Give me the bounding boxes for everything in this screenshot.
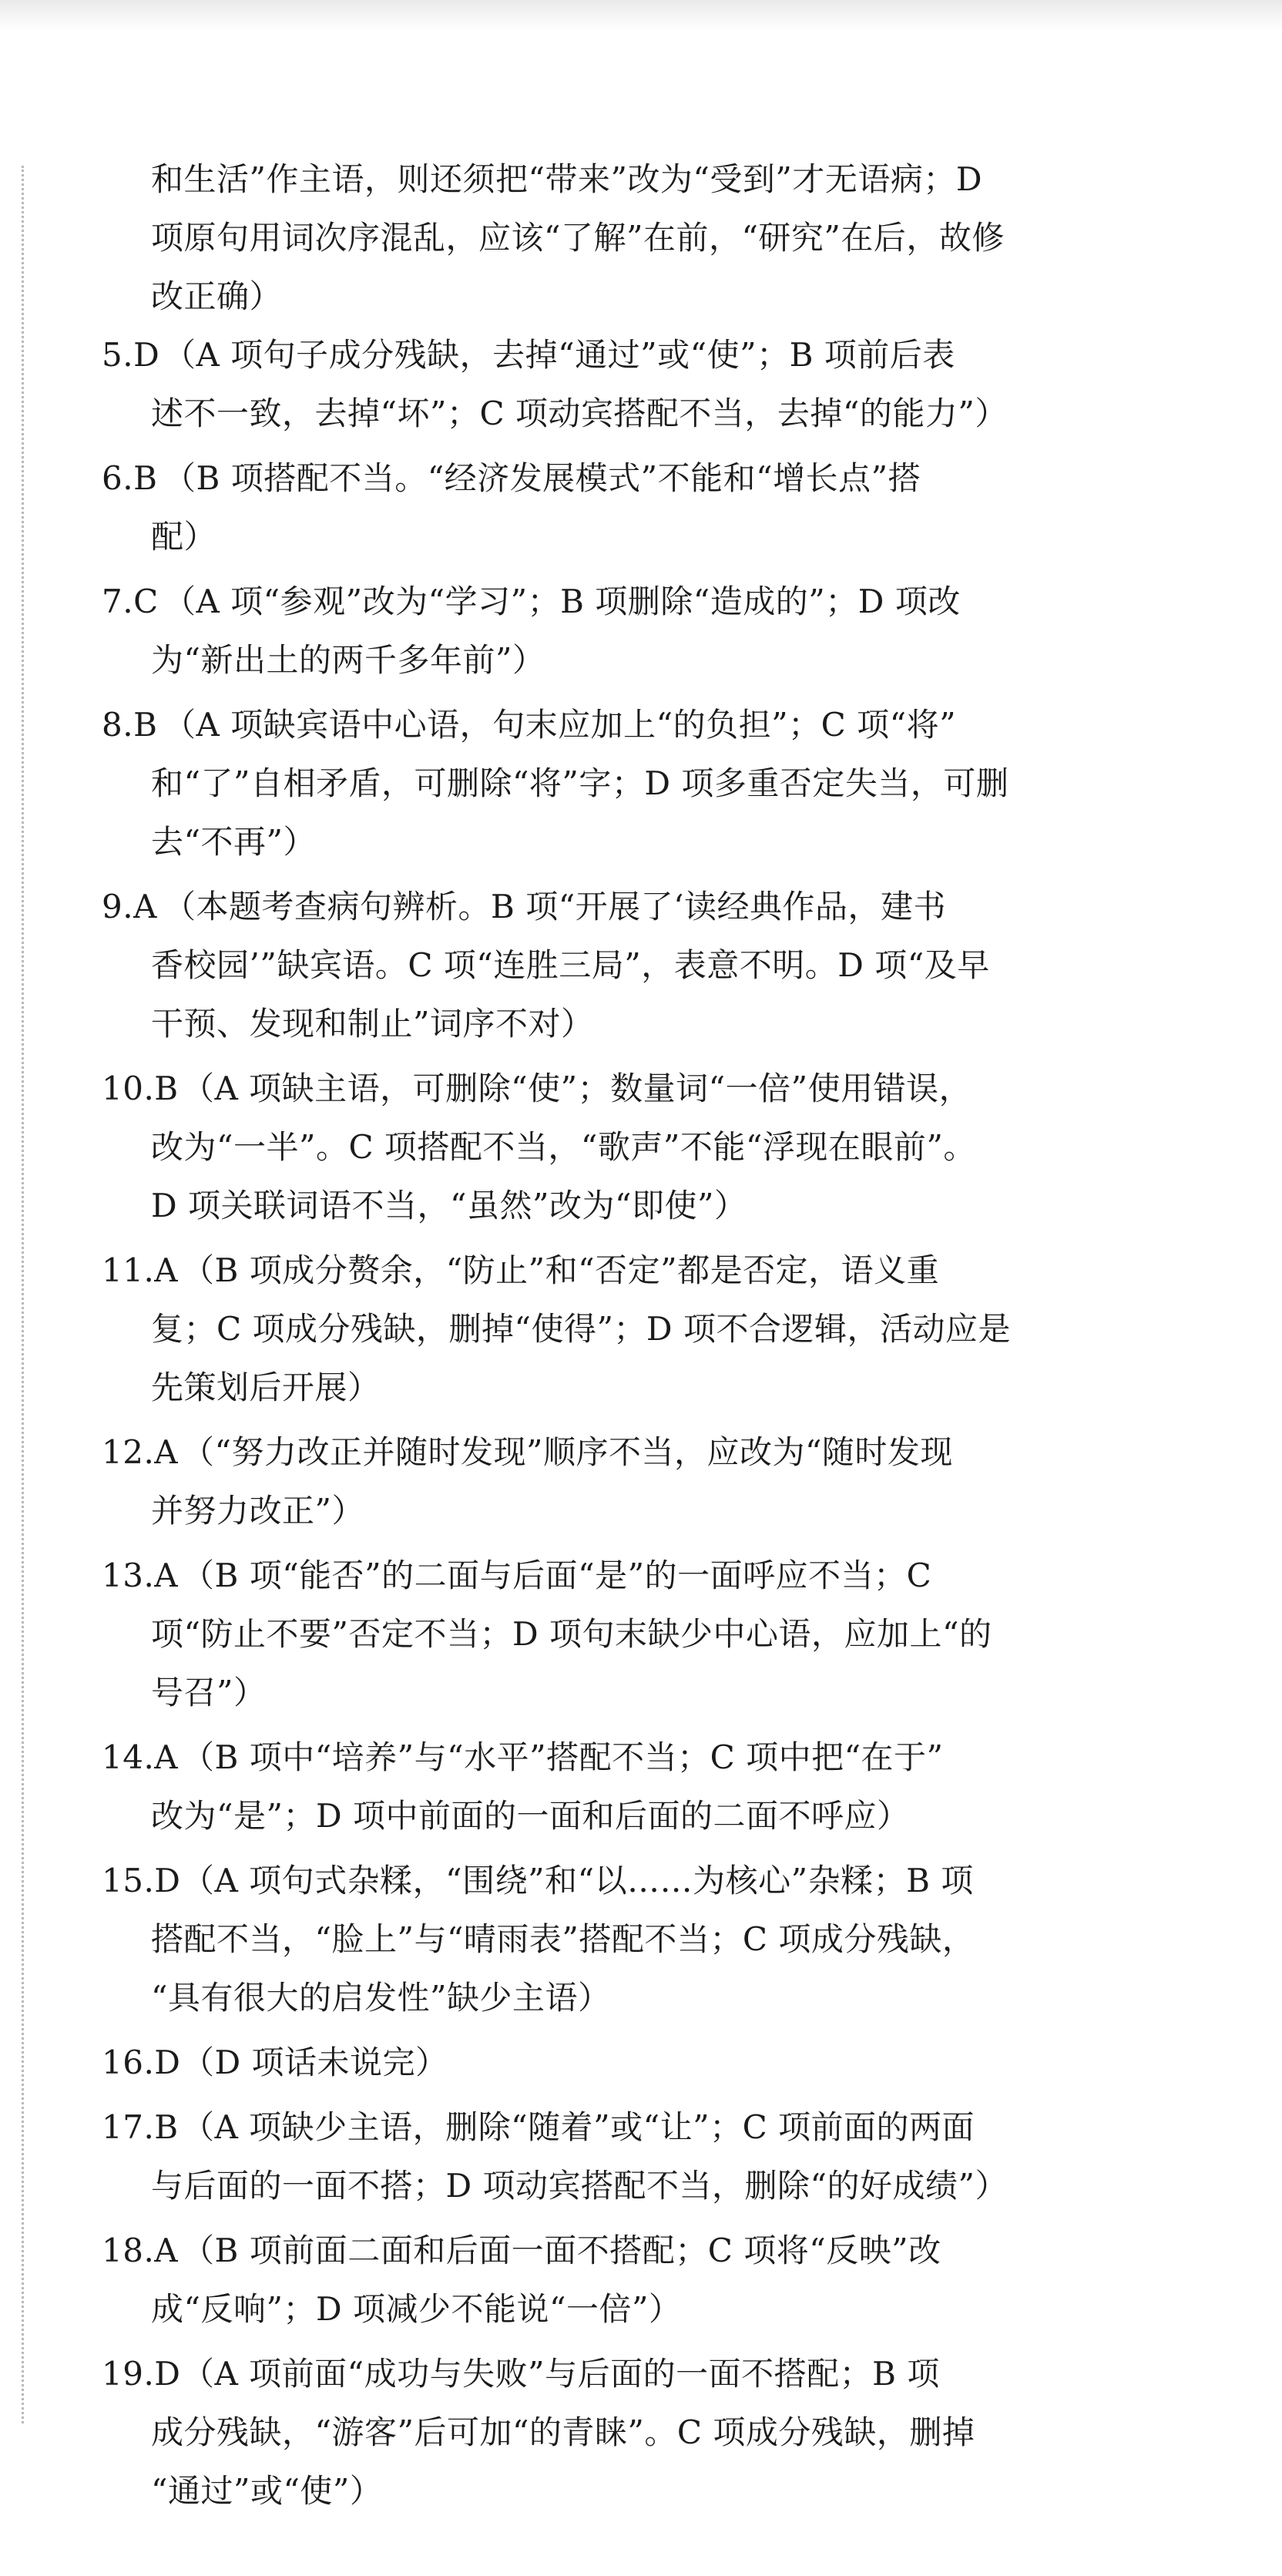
- intro-line: 和生活”作主语，则还须把“带来”改为“受到”才无语病；D: [151, 160, 983, 198]
- answer-explanation-text: （A 项句式杂糅，“围绕”和“以……为核心”杂糅；B 项: [182, 1862, 974, 1899]
- answer-explanation-text: （D 项话未说完）: [182, 2044, 448, 2081]
- answer-continuation-line: 并努力改正”）: [151, 1492, 364, 1530]
- answer-items: [102, 326, 1071, 2527]
- answer-item: [102, 878, 1071, 1060]
- answer-number: 18.A: [102, 2232, 179, 2269]
- answer-item-first-line: [102, 2345, 1071, 2403]
- answer-explanation-text: （B 项成分赘余，“防止”和“否定”都是否定，语义重: [182, 1251, 940, 1289]
- answer-item-first-line: [102, 1423, 1071, 1482]
- answer-continuation-line: 项“防止不要”否定不当；D 项句末缺少中心语，应加上“的: [151, 1615, 992, 1653]
- answer-number: 19.D: [102, 2355, 181, 2393]
- intro-line: 改正确）: [151, 277, 283, 315]
- answer-continuation-line: 改为“一半”。C 项搭配不当，“歌声”不能“浮现在眼前”。: [151, 1128, 976, 1166]
- answer-item: [102, 573, 1071, 696]
- item-spacer: [108, 566, 1071, 573]
- answer-explanation-text: （“努力改正并随时发现”顺序不当，应改为“随时发现: [182, 1433, 953, 1471]
- item-spacer: [108, 1540, 1071, 1547]
- answer-item: [102, 696, 1071, 878]
- answer-number: 8.B: [102, 706, 158, 744]
- answer-item-first-line: [102, 1060, 1071, 1118]
- answer-number: 10.B: [102, 1070, 179, 1107]
- answer-item-first-line: [102, 2098, 1071, 2157]
- answer-number: 6.B: [102, 459, 158, 497]
- item-spacer: [108, 2215, 1071, 2222]
- answer-continuation-line: 复；C 项成分残缺，删掉“使得”；D 项不合逻辑，活动应是: [151, 1310, 1011, 1348]
- answer-continuation-line: 号召”）: [151, 1674, 267, 1711]
- item-spacer: [108, 690, 1071, 696]
- item-spacer: [108, 2092, 1071, 2098]
- answer-number: 13.A: [102, 1557, 179, 1594]
- answer-explanation-text: （B 项搭配不当。“经济发展模式”不能和“增长点”搭: [163, 459, 921, 497]
- answer-item: [102, 1852, 1071, 2034]
- answer-explanation-text: （A 项缺少主语，删除“随着”或“让”；C 项前面的两面: [182, 2108, 975, 2146]
- item-spacer: [108, 2521, 1071, 2527]
- answer-item: [102, 2345, 1071, 2527]
- answer-continuation-line: 与后面的一面不搭；D 项动宾搭配不当，删除“的好成绩”）: [151, 2167, 1008, 2205]
- answer-explanation-text: （B 项前面二面和后面一面不搭配；C 项将“反映”改: [182, 2232, 941, 2269]
- answer-continuation-line: 先策划后开展）: [151, 1369, 381, 1406]
- answer-item-first-line: [102, 2034, 1071, 2092]
- answer-number: 16.D: [102, 2044, 181, 2081]
- answer-item-first-line: [102, 2222, 1071, 2280]
- answer-number: 9.A: [102, 888, 157, 925]
- answer-continuation-line: “具有很大的启发性”缺少主语）: [151, 1979, 611, 2017]
- answer-item: [102, 2034, 1071, 2098]
- item-spacer: [108, 1417, 1071, 1423]
- item-spacer: [108, 443, 1071, 449]
- item-spacer: [108, 1722, 1071, 1728]
- answer-number: 14.A: [102, 1738, 179, 1776]
- answer-number: 5.D: [102, 336, 160, 374]
- answer-continuation-line: D 项关联词语不当，“虽然”改为“即使”）: [151, 1187, 747, 1224]
- answer-number: 11.A: [102, 1251, 179, 1289]
- item-spacer: [108, 872, 1071, 878]
- answer-item: [102, 449, 1071, 573]
- answer-item-first-line: [102, 326, 1071, 385]
- answer-item-first-line: [102, 696, 1071, 754]
- intro-line: 项原句用词次序混乱，应该“了解”在前，“研究”在后，故修: [151, 219, 1005, 257]
- page-top-edge: [0, 0, 1282, 31]
- answer-continuation-line: “通过”或“使”）: [151, 2472, 383, 2510]
- answer-key-text: [102, 150, 1071, 2527]
- answer-number: 7.C: [102, 583, 159, 620]
- answer-item: [102, 326, 1071, 449]
- answer-explanation-text: （A 项缺主语，可删除“使”；数量词“一倍”使用错误，: [182, 1070, 972, 1107]
- answer-item-first-line: [102, 1547, 1071, 1605]
- item-spacer: [108, 2339, 1071, 2345]
- answer-continuation-line: 为“新出土的两千多年前”）: [151, 641, 545, 679]
- item-spacer: [108, 2027, 1071, 2034]
- answer-continuation-line: 成“反响”；D 项减少不能说“一倍”）: [151, 2290, 682, 2328]
- answer-explanation-text: （A 项“参观”改为“学习”；B 项删除“造成的”；D 项改: [163, 583, 961, 620]
- answer-item: [102, 2098, 1071, 2222]
- item-spacer: [108, 1846, 1071, 1852]
- answer-continuation-line: 香校园’”缺宾语。C 项“连胜三局”，表意不明。D 项“及早: [151, 946, 990, 984]
- answer-number: 17.B: [102, 2108, 179, 2146]
- answer-continuation-line: 述不一致，去掉“坏”；C 项动宾搭配不当，去掉“的能力”）: [151, 395, 1008, 432]
- binding-margin-rule: [22, 166, 24, 2423]
- answer-continuation-line: 搭配不当，“脸上”与“晴雨表”搭配不当；C 项成分残缺，: [151, 1920, 975, 1958]
- answer-continuation-line: 和“了”自相矛盾，可删除“将”字；D 项多重否定失当，可删: [151, 764, 1009, 802]
- answer-continuation-line: 改为“是”；D 项中前面的一面和后面的二面不呼应）: [151, 1797, 910, 1835]
- answer-explanation-text: （A 项前面“成功与失败”与后面的一面不搭配；B 项: [182, 2355, 940, 2393]
- answer-item: [102, 1728, 1071, 1852]
- answer-item: [102, 1547, 1071, 1728]
- answer-continuation-line: 成分残缺，“游客”后可加“的青睐”。C 项成分残缺，删掉: [151, 2413, 975, 2451]
- answer-continuation-line: 干预、发现和制止”词序不对）: [151, 1005, 594, 1043]
- answer-continuation-line: 去“不再”）: [151, 823, 316, 861]
- answer-item-first-line: [102, 1852, 1071, 1910]
- answer-explanation-text: （A 项句子成分残缺，去掉“通过”或“使”；B 项前后表: [163, 336, 955, 374]
- answer-item: [102, 1423, 1071, 1547]
- answer-item-first-line: [102, 573, 1071, 631]
- answer-explanation-text: （B 项中“培养”与“水平”搭配不当；C 项中把“在于”: [182, 1738, 944, 1776]
- item-spacer: [108, 1235, 1071, 1241]
- answer-item: [102, 2222, 1071, 2345]
- answer-number: 12.A: [102, 1433, 179, 1471]
- answer-item-first-line: [102, 1728, 1071, 1787]
- answer-item: [102, 1060, 1071, 1241]
- answer-item-first-line: [102, 449, 1071, 508]
- answer-explanation-text: （A 项缺宾语中心语，句末应加上“的负担”；C 项“将”: [163, 706, 957, 744]
- answer-explanation-text: （本题考查病句辨析。B 项“开展了‘读经典作品，建书: [163, 888, 947, 925]
- answer-number: 15.D: [102, 1862, 181, 1899]
- answer-item-first-line: [102, 878, 1071, 936]
- answer-item: [102, 1241, 1071, 1423]
- item-spacer: [108, 1053, 1071, 1060]
- answer-explanation-text: （B 项“能否”的二面与后面“是”的一面呼应不当；C: [182, 1557, 932, 1594]
- answer-item-first-line: [102, 1241, 1071, 1300]
- answer-continuation-line: 配）: [151, 518, 217, 556]
